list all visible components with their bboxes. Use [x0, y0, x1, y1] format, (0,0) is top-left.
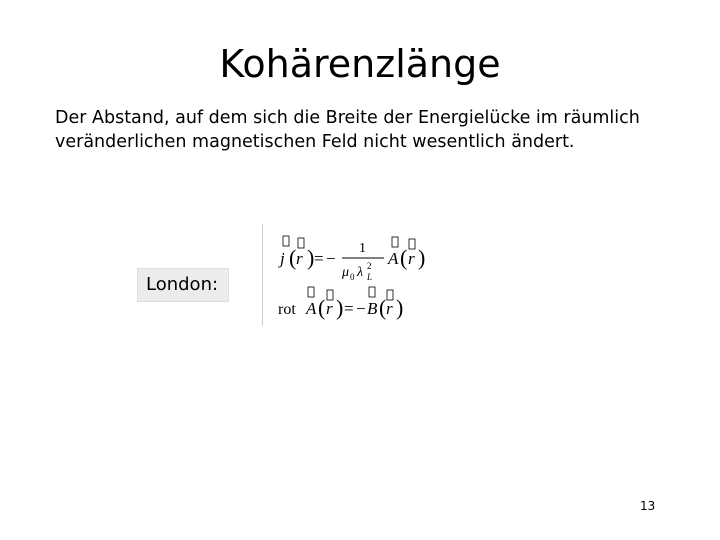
vector-arrow-icon — [409, 239, 415, 249]
lambda-superscript: 2 — [367, 261, 372, 271]
lambda-subscript: L — [367, 272, 373, 282]
rot-operator: rot — [278, 301, 296, 318]
vector-arrow-icon — [308, 287, 314, 297]
lambda-symbol: λ — [357, 265, 364, 280]
london-label: London: — [146, 274, 219, 295]
paren-close: ) — [418, 245, 426, 270]
minus-sign: − — [356, 299, 366, 318]
page-number: 13 — [640, 499, 656, 513]
slide-title: Kohärenzlänge — [219, 42, 501, 86]
vector-potential-symbol: A — [388, 249, 399, 268]
vector-arrow-icon — [392, 237, 398, 247]
vector-arrow-icon — [369, 287, 375, 297]
position-symbol: r — [408, 249, 415, 268]
mu-symbol: μ — [342, 265, 350, 280]
paren-open: ( — [318, 295, 326, 320]
london-equations-svg — [276, 232, 436, 324]
position-symbol: r — [326, 299, 333, 318]
position-symbol: r — [296, 249, 303, 268]
definition-line-2: veränderlichen magnetischen Feld nicht wesentlich ändert. — [55, 132, 575, 152]
equals-sign: = — [344, 299, 354, 318]
equation-divider — [262, 224, 263, 326]
vector-potential-symbol: A — [306, 299, 317, 318]
current-density-symbol: j — [280, 249, 285, 268]
paren-close: ) — [396, 295, 404, 320]
minus-sign: − — [326, 249, 336, 268]
definition-text — [55, 106, 675, 154]
fraction-numerator: 1 — [359, 241, 366, 256]
paren-close: ) — [336, 295, 344, 320]
mu-subscript: 0 — [350, 272, 355, 282]
paren-close: ) — [307, 245, 315, 270]
position-symbol: r — [386, 299, 393, 318]
vector-arrow-icon — [298, 238, 304, 248]
paren-open: ( — [400, 245, 408, 270]
definition-line-1: Der Abstand, auf dem sich die Breite der Energielücke im räumlich — [55, 108, 640, 128]
london-equations — [276, 232, 436, 328]
equals-sign: = — [314, 249, 324, 268]
paren-open: ( — [379, 295, 387, 320]
magnetic-field-symbol: B — [367, 299, 378, 318]
paren-open: ( — [289, 245, 297, 270]
